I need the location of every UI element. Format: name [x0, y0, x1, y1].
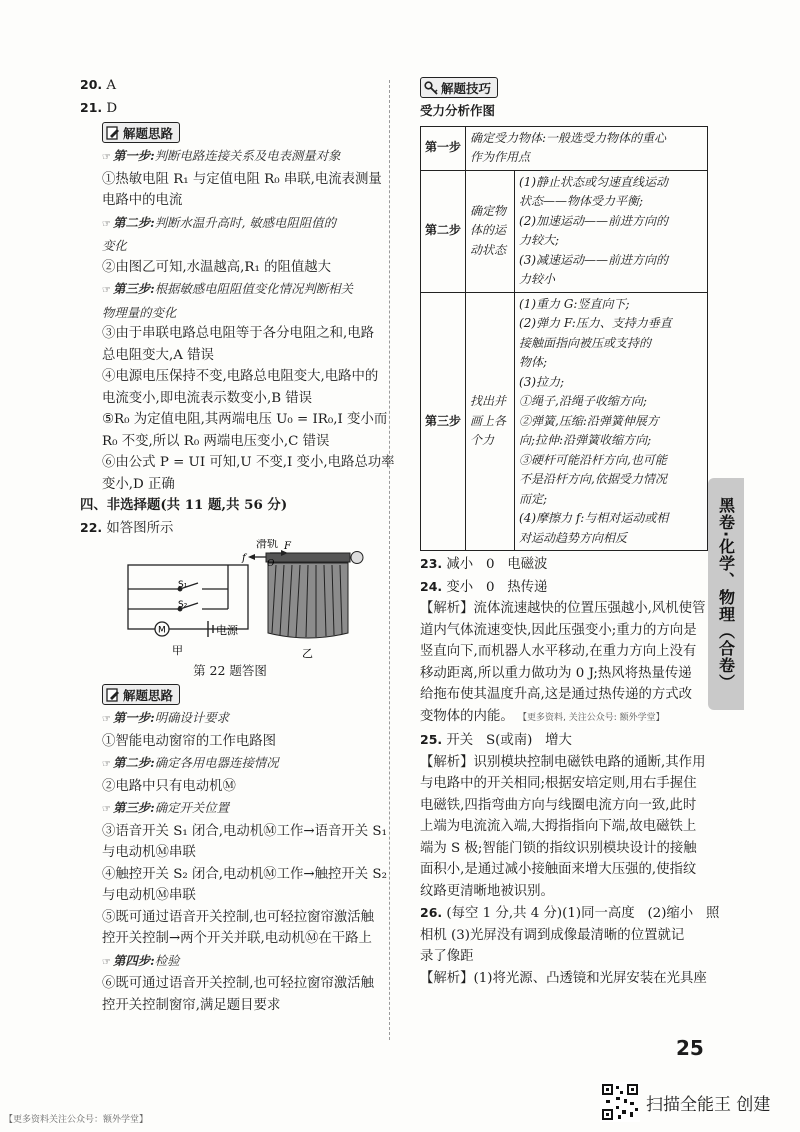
label-power: 电源	[216, 624, 238, 637]
think-line	[102, 474, 380, 496]
answer-22: 22. 如答图所示	[80, 519, 174, 536]
text-line: 【解析】流体流速越快的位置压强越小,风机使管	[420, 601, 706, 616]
left-column	[80, 74, 395, 1016]
text-line: 道内气体流速变快,因此压强变小;重力的方向是	[420, 622, 697, 638]
line-text: ⑤既可通过语音开关控制,也可轻拉窗帘激活触	[102, 909, 375, 925]
detail-line: 力较大;	[519, 233, 560, 247]
detail-line: 而定;	[519, 491, 548, 506]
text-line: 与电路中的开关相同;根据安培定则,用右手握住	[420, 776, 697, 791]
answer-23: 23. 减小 0 电磁波	[420, 556, 548, 572]
side-tab: 黑卷·化学、物理（合卷）	[708, 478, 744, 710]
explanation-24	[420, 598, 706, 729]
pencil-note-icon	[106, 126, 120, 140]
line-text: R₀ 不变,所以 R₀ 两端电压变小,C 错误	[102, 433, 330, 449]
line-text: 判断水温升高时, 敏感电阻阻值的	[154, 214, 337, 230]
detail-cell	[466, 126, 708, 170]
detail-cell	[515, 170, 708, 292]
label-s2: S₂	[178, 600, 188, 610]
think-line	[102, 864, 387, 886]
action-cell: 找出并画上各个力	[466, 292, 515, 551]
line-text: 确定开关位置	[154, 800, 230, 815]
line-text: ④电源电压保持不变,电路总电阻变大,电路中的	[102, 369, 379, 384]
think-line	[102, 145, 380, 169]
detail-line: ②弹簧,压缩:沿弹簧伸展方	[519, 413, 659, 428]
think-line	[102, 452, 395, 474]
tips-subtitle: 受力分析作图	[420, 103, 496, 118]
scanner-watermark	[600, 1082, 770, 1122]
line-text: 判断电路连接关系及电表测量对象	[154, 148, 341, 163]
step-cell: 第一步	[421, 126, 466, 170]
think-line	[102, 409, 388, 431]
think-line	[102, 235, 380, 257]
text-line: 上端为电流流入端,大拇指指向下端,故电磁铁上	[420, 819, 697, 834]
text-line: 相机 (3)光屏没有调到成像最清晰的位置就记	[420, 927, 685, 943]
detail-line: (2)加速运动——前进方向的	[519, 213, 669, 228]
step-cell: 第二步	[421, 170, 466, 292]
text-line: 变物体的内能。 【更多资料, 关注公众号: 额外学堂】	[420, 708, 665, 724]
line-text: 变小,D 正确	[102, 476, 175, 492]
think-heading-1: 解题思路	[102, 122, 180, 143]
think-line	[102, 797, 380, 821]
think-line	[102, 950, 380, 974]
detail-line: 作为作用点	[470, 150, 531, 164]
label-yi: 乙	[302, 647, 313, 660]
answer-26-continued	[420, 925, 703, 968]
detail-line: 对运动趋势方向相反	[519, 530, 628, 545]
label-rail: 滑轨	[256, 539, 278, 550]
text-line: 面积小,是通过减小接触面来增大压强的,使指纹	[420, 862, 697, 877]
detail-line: 接触面指向被压或支持的	[519, 335, 652, 350]
line-text: 检验	[154, 952, 180, 968]
explanation-26: 【解析】(1)将光源、凸透镜和光屏安装在光具座	[420, 970, 707, 986]
answer-24: 24. 变小 0 热传递	[420, 578, 548, 595]
line-text: 根据敏感电阻阻值变化情况判断相关	[154, 281, 353, 296]
page-number: 25	[676, 1036, 704, 1060]
figure-caption: 第 22 题答图	[193, 663, 267, 678]
table-row	[421, 126, 708, 170]
qr-code-icon	[600, 1082, 640, 1122]
key-icon	[424, 81, 438, 95]
think-line	[102, 169, 380, 191]
think-line	[102, 752, 380, 776]
pointer-icon: ☞	[102, 285, 111, 296]
step-cell: 第三步	[421, 292, 466, 551]
label-jia: 甲	[172, 644, 183, 657]
step-label: 第二步:	[112, 214, 155, 230]
detail-line: (3)拉力;	[519, 374, 565, 389]
think-heading-2: 解题思路	[102, 684, 180, 705]
right-column	[398, 74, 720, 989]
table-row	[421, 292, 708, 551]
line-text: 明确设计要求	[154, 710, 230, 725]
detail-line: 确定受力物体:一般选受力物体的重心	[470, 130, 667, 145]
action-cell: 确定物体的运动状态	[466, 170, 515, 292]
text-line: 给拖布使其温度升高,这是通过热传递的方式改	[420, 687, 693, 702]
table-row	[421, 170, 708, 292]
curtain-diagram	[248, 550, 363, 638]
line-text: 变化	[102, 238, 127, 253]
line-text: 控开关控制→两个开关并联,电动机Ⓜ在干路上	[102, 931, 372, 946]
tips-heading: 解题技巧	[420, 77, 498, 98]
step-label: 第一步:	[112, 148, 155, 163]
answer-21: 21. D	[80, 99, 118, 116]
think-line	[102, 707, 380, 731]
force-analysis-table	[420, 126, 708, 552]
text-line: 竖直向下,而机器人水平移动,在重力方向上没有	[420, 644, 697, 659]
think-line	[102, 885, 380, 907]
think-line	[102, 366, 380, 388]
detail-line: 不是沿杆方向,依据受力情况	[519, 472, 667, 486]
think-line	[102, 190, 380, 212]
source-note: 【更多资料, 关注公众号: 额外学堂】	[518, 712, 665, 723]
section-heading: 四、非选择题(共 11 题,共 56 分)	[80, 497, 288, 513]
think-line	[102, 907, 380, 929]
detail-line: (1)重力 G:竖直向下;	[519, 296, 630, 311]
answer-26: 26. (每空 1 分,共 4 分)(1)同一高度 (2)缩小 照	[420, 905, 720, 921]
think-line	[102, 776, 380, 798]
detail-line: 力较小	[519, 272, 556, 286]
explanation-25	[420, 752, 706, 903]
think-line	[102, 278, 380, 302]
pointer-icon: ☞	[102, 218, 111, 230]
think-line	[102, 323, 380, 345]
line-text: 控开关控制窗帘,满足题目要求	[102, 997, 281, 1013]
figure-22	[80, 539, 380, 661]
line-text: ②由图乙可知,水温越高,R₁ 的阻值越大	[102, 259, 332, 275]
line-text: 确定各用电器连接情况	[154, 755, 279, 770]
detail-line: 物体;	[519, 355, 548, 369]
think-line	[102, 257, 380, 279]
text-line: 电磁铁,四指弯曲方向与线圈电流方向一致,此时	[420, 797, 697, 813]
detail-line: 向;拉伸:沿弹簧收缩方向;	[519, 433, 652, 447]
line-text: ③由于串联电路总电阻等于各分电阻之和,电路	[102, 326, 375, 341]
footer-note: 【更多资料关注公众号：额外学堂】	[4, 1115, 149, 1125]
think-block-1	[80, 145, 395, 495]
text-line: 移动距离,所以重力做功为 0 J;热风将热量传递	[420, 665, 692, 681]
line-text: ⑥由公式 P = UI 可知,U 不变,I 变小,电路总功率	[102, 455, 395, 470]
line-text: ⑥既可通过语音开关控制,也可轻拉窗帘激活触	[102, 976, 375, 991]
answers-right	[398, 553, 720, 989]
text-line: 端为 S 极;智能门锁的指纹识别模块设计的接触	[420, 840, 697, 856]
detail-line: (1)静止状态或匀速直线运动	[519, 174, 669, 189]
step-label: 第二步:	[112, 755, 155, 770]
text-line: 【解析】识别模块控制电磁铁电路的通断,其作用	[420, 754, 706, 770]
line-text: ②电路中只有电动机Ⓜ	[102, 778, 236, 794]
think-line	[102, 388, 380, 410]
pointer-icon: ☞	[102, 714, 111, 725]
pointer-icon: ☞	[102, 804, 111, 815]
text-line: 录了像距	[420, 949, 474, 964]
pointer-icon: ☞	[102, 956, 111, 968]
line-text: 与电动机Ⓜ串联	[102, 888, 196, 903]
label-o: O	[267, 559, 275, 569]
think-block-2	[80, 707, 387, 1016]
pencil-note-icon	[106, 688, 120, 702]
answer-20: 20. A	[80, 77, 117, 93]
label-f-large: F	[284, 541, 291, 552]
detail-line: (2)弹力 F:压力、支持力垂直	[519, 316, 672, 330]
detail-line: (4)摩擦力 f:与相对运动或相	[519, 511, 669, 525]
think-line	[102, 431, 380, 453]
step-label: 第三步:	[112, 800, 155, 815]
line-text: ③语音开关 S₁ 闭合,电动机Ⓜ工作→语音开关 S₁	[102, 823, 387, 839]
pointer-icon: ☞	[102, 759, 111, 770]
detail-line: ③硬杆可能沿杆方向,也可能	[519, 452, 667, 467]
think-line	[102, 995, 380, 1017]
detail-line: 状态——物体受力平衡;	[519, 194, 644, 208]
watermark-text: 扫描全能王 创建	[646, 1094, 771, 1115]
line-text: 总电阻变大,A 错误	[102, 347, 214, 363]
line-text: 电流变小,即电流表示数变小,B 错误	[102, 390, 313, 406]
detail-cell	[515, 292, 708, 551]
column-divider	[389, 80, 390, 1040]
circuit-and-curtain-diagram	[80, 539, 380, 661]
think-line	[102, 302, 380, 324]
line-text: ①智能电动窗帘的工作电路图	[102, 733, 277, 749]
think-line	[102, 928, 380, 950]
detail-line: ①绳子,沿绳子收缩方向;	[519, 394, 647, 408]
line-text: 电路中的电流	[102, 193, 183, 208]
answer-25: 25. 开关 S(或南) 增大	[420, 732, 572, 748]
think-line	[102, 345, 380, 367]
label-s1: S₁	[178, 580, 188, 590]
detail-line: (3)减速运动——前进方向的	[519, 252, 669, 267]
label-f-small: f	[242, 553, 246, 564]
line-text: ④触控开关 S₂ 闭合,电动机Ⓜ工作→触控开关 S₂	[102, 866, 387, 882]
line-text: 与电动机Ⓜ串联	[102, 845, 196, 860]
step-label: 第三步:	[112, 281, 155, 296]
think-line	[102, 973, 380, 995]
think-line	[102, 731, 380, 753]
step-label: 第四步:	[112, 952, 155, 968]
think-line	[102, 212, 380, 236]
think-line	[102, 821, 387, 843]
pointer-icon: ☞	[102, 152, 111, 163]
label-motor: M	[158, 625, 166, 636]
line-text: ⑤R₀ 为定值电阻,其两端电压 U₀ = IR₀,I 变小而	[102, 412, 388, 427]
think-line	[102, 842, 380, 864]
text-line: 纹路更清晰地被识别。	[420, 883, 554, 899]
step-label: 第一步:	[112, 710, 155, 725]
line-text: 物理量的变化	[102, 304, 177, 320]
line-text: ①热敏电阻 R₁ 与定值电阻 R₀ 串联,电流表测量	[102, 171, 382, 187]
